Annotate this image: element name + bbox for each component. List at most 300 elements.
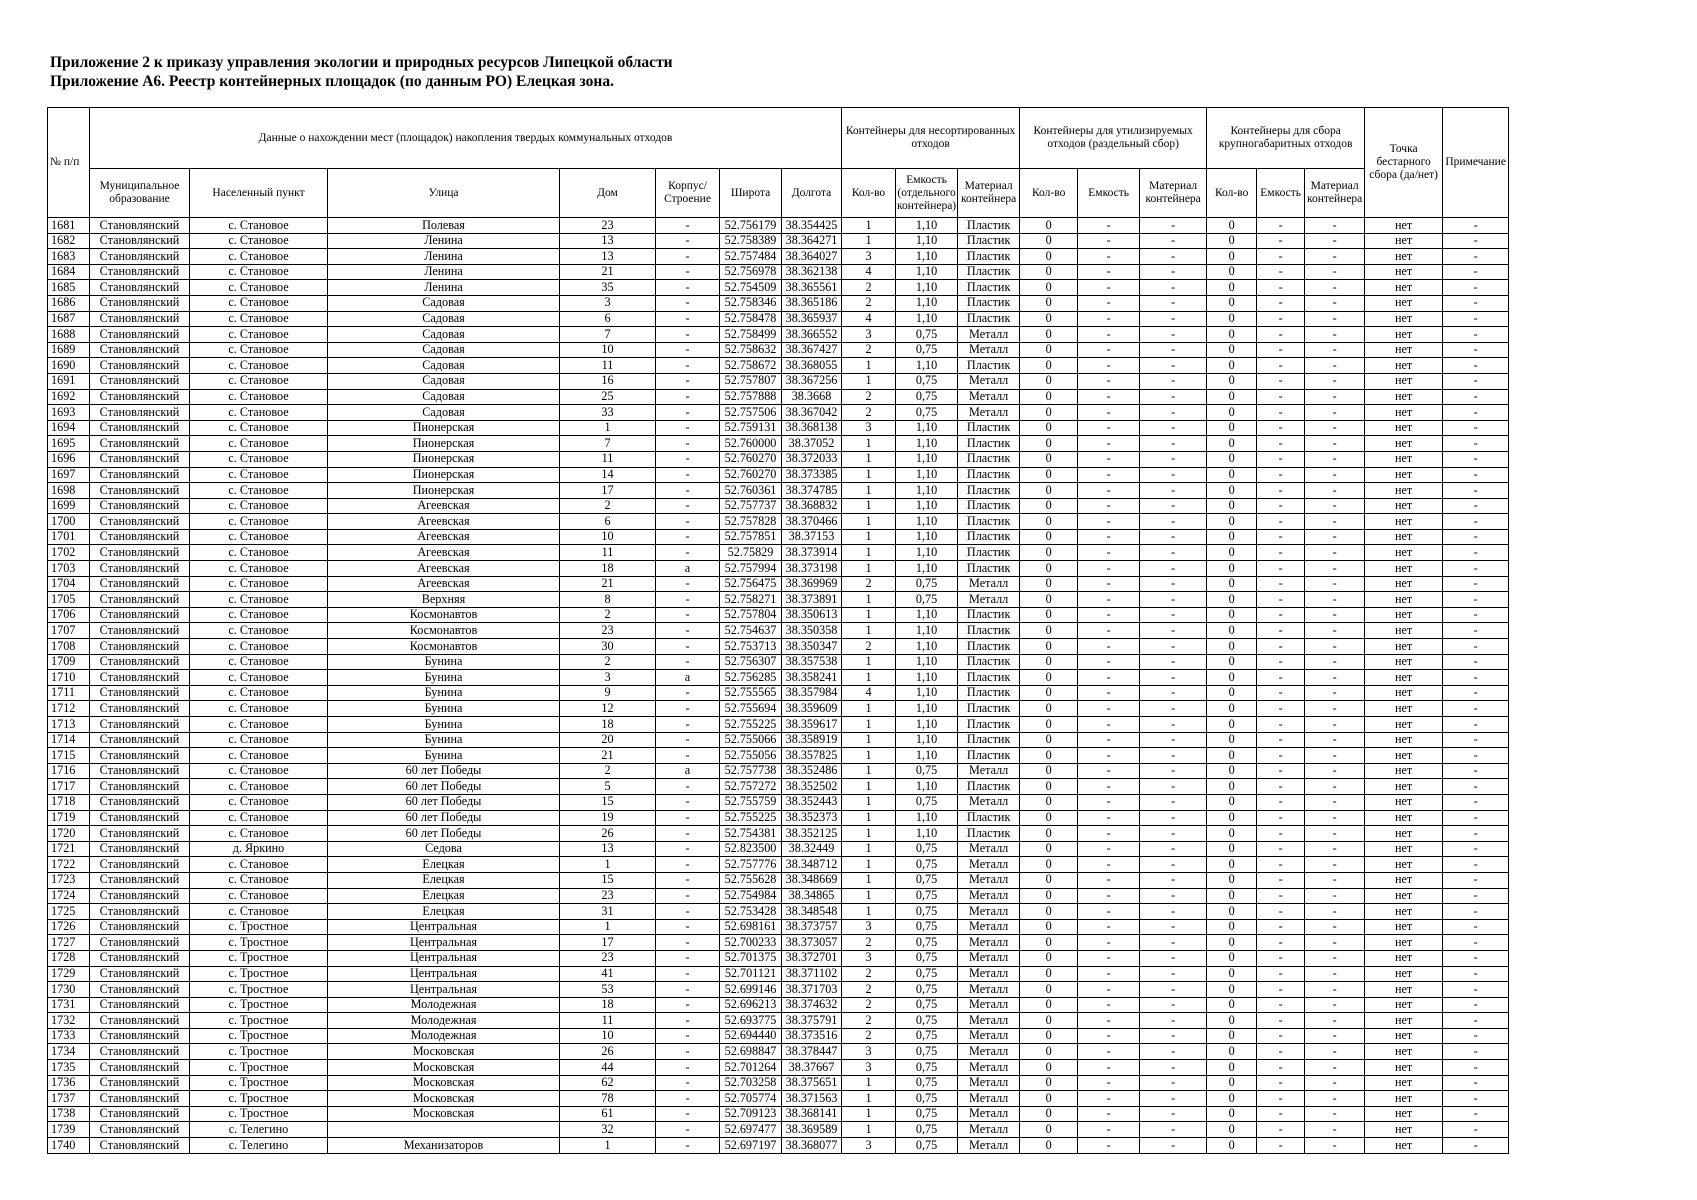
cell-count-bulky: 0: [1207, 732, 1257, 748]
cell-material-separate: -: [1140, 498, 1207, 514]
cell-bagless: нет: [1365, 576, 1443, 592]
cell-building: -: [656, 966, 720, 982]
cell-house: 61: [560, 1106, 656, 1122]
cell-count-separate: 0: [1020, 592, 1078, 608]
cell-street: Центральная: [328, 935, 560, 951]
cell-capacity-bulky: -: [1257, 342, 1305, 358]
cell-count-bulky: 0: [1207, 1138, 1257, 1154]
cell-count-bulky: 0: [1207, 1091, 1257, 1107]
cell-material-separate: -: [1140, 763, 1207, 779]
cell-note: -: [1443, 249, 1509, 265]
cell-building: -: [656, 436, 720, 452]
cell-bagless: нет: [1365, 732, 1443, 748]
cell-building: -: [656, 623, 720, 639]
cell-capacity: 0,75: [896, 966, 958, 982]
cell-capacity: 1,10: [896, 264, 958, 280]
cell-latitude: 52.754984: [720, 888, 782, 904]
cell-count: 1: [842, 1122, 896, 1138]
cell-settlement: с. Становое: [190, 498, 328, 514]
cell-building: -: [656, 1075, 720, 1091]
cell-settlement: с. Становое: [190, 389, 328, 405]
cell-note: -: [1443, 1013, 1509, 1029]
cell-municipality: Становлянский: [90, 218, 190, 234]
cell-number: 1692: [48, 389, 90, 405]
cell-capacity-bulky: -: [1257, 264, 1305, 280]
cell-material: Пластик: [958, 218, 1020, 234]
cell-material-separate: -: [1140, 904, 1207, 920]
cell-latitude: 52.755066: [720, 732, 782, 748]
cell-building: -: [656, 904, 720, 920]
cell-municipality: Становлянский: [90, 451, 190, 467]
cell-capacity-separate: -: [1078, 1122, 1140, 1138]
cell-material-bulky: -: [1305, 420, 1365, 436]
cell-note: -: [1443, 295, 1509, 311]
cell-capacity: 1,10: [896, 483, 958, 499]
cell-material: Пластик: [958, 826, 1020, 842]
cell-material-separate: -: [1140, 935, 1207, 951]
cell-municipality: Становлянский: [90, 997, 190, 1013]
cell-longitude: 38.368077: [782, 1138, 842, 1154]
cell-bagless: нет: [1365, 514, 1443, 530]
cell-bagless: нет: [1365, 982, 1443, 998]
cell-house: 15: [560, 872, 656, 888]
cell-note: -: [1443, 919, 1509, 935]
cell-settlement: с. Становое: [190, 529, 328, 545]
cell-bagless: нет: [1365, 794, 1443, 810]
cell-material-bulky: -: [1305, 545, 1365, 561]
cell-longitude: 38.373757: [782, 919, 842, 935]
cell-material-bulky: -: [1305, 529, 1365, 545]
cell-capacity-bulky: -: [1257, 826, 1305, 842]
cell-material-bulky: -: [1305, 561, 1365, 577]
cell-settlement: с. Становое: [190, 794, 328, 810]
cell-house: 14: [560, 467, 656, 483]
table-row: [48, 498, 1509, 514]
cell-material-separate: -: [1140, 576, 1207, 592]
cell-capacity-separate: -: [1078, 498, 1140, 514]
cell-municipality: Становлянский: [90, 1122, 190, 1138]
table-row: [48, 342, 1509, 358]
cell-note: -: [1443, 701, 1509, 717]
cell-material-separate: -: [1140, 826, 1207, 842]
cell-number: 1695: [48, 436, 90, 452]
cell-count-bulky: 0: [1207, 888, 1257, 904]
cell-street: Центральная: [328, 966, 560, 982]
cell-number: 1726: [48, 919, 90, 935]
cell-count: 1: [842, 826, 896, 842]
cell-capacity: 0,75: [896, 888, 958, 904]
cell-count-bulky: 0: [1207, 748, 1257, 764]
cell-bagless: нет: [1365, 373, 1443, 389]
cell-number: 1723: [48, 872, 90, 888]
cell-count-separate: 0: [1020, 373, 1078, 389]
cell-count: 3: [842, 950, 896, 966]
cell-capacity-bulky: -: [1257, 982, 1305, 998]
cell-material: Металл: [958, 1044, 1020, 1060]
cell-material-bulky: -: [1305, 935, 1365, 951]
cell-material: Пластик: [958, 717, 1020, 733]
cell-bagless: нет: [1365, 872, 1443, 888]
cell-count-separate: 0: [1020, 1060, 1078, 1076]
cell-capacity: 0,75: [896, 997, 958, 1013]
cell-settlement: с. Становое: [190, 732, 328, 748]
table-row: [48, 545, 1509, 561]
cell-material-bulky: -: [1305, 810, 1365, 826]
table-row: [48, 405, 1509, 421]
cell-longitude: 38.362138: [782, 264, 842, 280]
cell-longitude: 38.374785: [782, 483, 842, 499]
cell-house: 44: [560, 1060, 656, 1076]
cell-count: 1: [842, 233, 896, 249]
cell-note: -: [1443, 373, 1509, 389]
cell-note: -: [1443, 483, 1509, 499]
cell-material-separate: -: [1140, 373, 1207, 389]
cell-material-separate: -: [1140, 483, 1207, 499]
table-row: [48, 389, 1509, 405]
cell-count-separate: 0: [1020, 295, 1078, 311]
table-row: [48, 888, 1509, 904]
cell-capacity-separate: -: [1078, 670, 1140, 686]
table-row: [48, 1060, 1509, 1076]
cell-material-separate: -: [1140, 794, 1207, 810]
cell-note: -: [1443, 514, 1509, 530]
cell-longitude: 38.359617: [782, 717, 842, 733]
cell-street: Московская: [328, 1060, 560, 1076]
cell-note: -: [1443, 810, 1509, 826]
cell-building: -: [656, 342, 720, 358]
cell-number: 1721: [48, 841, 90, 857]
cell-count-separate: 0: [1020, 311, 1078, 327]
cell-count: 1: [842, 670, 896, 686]
cell-count: 2: [842, 639, 896, 655]
cell-capacity-bulky: -: [1257, 576, 1305, 592]
cell-capacity: 0,75: [896, 1091, 958, 1107]
cell-material-separate: -: [1140, 997, 1207, 1013]
cell-street: Молодежная: [328, 1028, 560, 1044]
cell-count-bulky: 0: [1207, 1075, 1257, 1091]
cell-note: -: [1443, 358, 1509, 374]
table-row: [48, 358, 1509, 374]
cell-capacity: 0,75: [896, 1044, 958, 1060]
cell-street: Бунина: [328, 717, 560, 733]
cell-capacity-bulky: -: [1257, 623, 1305, 639]
cell-capacity-separate: -: [1078, 1106, 1140, 1122]
header-settlement: Населенный пункт: [190, 169, 328, 218]
cell-material-separate: -: [1140, 639, 1207, 655]
cell-settlement: с. Становое: [190, 639, 328, 655]
cell-settlement: с. Тростное: [190, 1028, 328, 1044]
cell-building: -: [656, 529, 720, 545]
cell-material-separate: -: [1140, 467, 1207, 483]
cell-settlement: с. Тростное: [190, 997, 328, 1013]
cell-count: 1: [842, 888, 896, 904]
cell-capacity: 1,10: [896, 218, 958, 234]
cell-building: -: [656, 451, 720, 467]
cell-municipality: Становлянский: [90, 1028, 190, 1044]
cell-material: Металл: [958, 794, 1020, 810]
cell-capacity: 0,75: [896, 592, 958, 608]
cell-material-bulky: -: [1305, 826, 1365, 842]
cell-count-bulky: 0: [1207, 311, 1257, 327]
cell-municipality: Становлянский: [90, 592, 190, 608]
cell-latitude: 52.756475: [720, 576, 782, 592]
table-row: [48, 950, 1509, 966]
cell-bagless: нет: [1365, 249, 1443, 265]
cell-note: -: [1443, 748, 1509, 764]
cell-material: Пластик: [958, 358, 1020, 374]
cell-material-bulky: -: [1305, 670, 1365, 686]
cell-building: -: [656, 327, 720, 343]
cell-count-separate: 0: [1020, 857, 1078, 873]
cell-capacity: 0,75: [896, 872, 958, 888]
cell-settlement: с. Телегино: [190, 1138, 328, 1154]
cell-building: -: [656, 420, 720, 436]
cell-material: Пластик: [958, 810, 1020, 826]
cell-longitude: 38.3668: [782, 389, 842, 405]
cell-count-separate: 0: [1020, 1075, 1078, 1091]
cell-building: -: [656, 295, 720, 311]
cell-count: 3: [842, 1044, 896, 1060]
cell-capacity: 1,10: [896, 732, 958, 748]
cell-municipality: Становлянский: [90, 264, 190, 280]
cell-street: Агеевская: [328, 498, 560, 514]
cell-count-separate: 0: [1020, 280, 1078, 296]
cell-number: 1704: [48, 576, 90, 592]
cell-street: Ленина: [328, 264, 560, 280]
header-number: № п/п: [48, 108, 90, 218]
cell-building: -: [656, 779, 720, 795]
cell-capacity-bulky: -: [1257, 483, 1305, 499]
cell-municipality: Становлянский: [90, 732, 190, 748]
cell-material: Металл: [958, 763, 1020, 779]
cell-longitude: 38.352373: [782, 810, 842, 826]
cell-latitude: 52.701121: [720, 966, 782, 982]
cell-settlement: с. Становое: [190, 561, 328, 577]
cell-material-bulky: -: [1305, 436, 1365, 452]
cell-material-bulky: -: [1305, 904, 1365, 920]
cell-capacity-separate: -: [1078, 467, 1140, 483]
cell-longitude: 38.358241: [782, 670, 842, 686]
cell-number: 1684: [48, 264, 90, 280]
cell-count-separate: 0: [1020, 810, 1078, 826]
cell-longitude: 38.371703: [782, 982, 842, 998]
cell-capacity-separate: -: [1078, 545, 1140, 561]
cell-latitude: 52.697197: [720, 1138, 782, 1154]
cell-number: 1703: [48, 561, 90, 577]
table-row: [48, 561, 1509, 577]
cell-municipality: Становлянский: [90, 327, 190, 343]
cell-material-separate: -: [1140, 888, 1207, 904]
cell-count-bulky: 0: [1207, 420, 1257, 436]
table-row: [48, 810, 1509, 826]
cell-count: 1: [842, 1106, 896, 1122]
cell-settlement: с. Становое: [190, 654, 328, 670]
cell-material-bulky: -: [1305, 763, 1365, 779]
cell-capacity-bulky: -: [1257, 1091, 1305, 1107]
cell-capacity: 1,10: [896, 748, 958, 764]
cell-count: 1: [842, 654, 896, 670]
table-row: [48, 264, 1509, 280]
cell-material-bulky: -: [1305, 607, 1365, 623]
cell-count-bulky: 0: [1207, 529, 1257, 545]
cell-capacity-bulky: -: [1257, 685, 1305, 701]
cell-number: 1700: [48, 514, 90, 530]
cell-note: -: [1443, 405, 1509, 421]
header-longitude: Долгота: [782, 169, 842, 218]
cell-count-bulky: 0: [1207, 249, 1257, 265]
header-capacity-unsorted: Емкость (отдельного контейнера): [896, 169, 958, 218]
cell-latitude: 52.758346: [720, 295, 782, 311]
cell-count: 1: [842, 498, 896, 514]
cell-material-bulky: -: [1305, 311, 1365, 327]
cell-capacity-separate: -: [1078, 529, 1140, 545]
cell-note: -: [1443, 264, 1509, 280]
cell-building: -: [656, 264, 720, 280]
cell-latitude: 52.753428: [720, 904, 782, 920]
cell-count: 1: [842, 857, 896, 873]
table-row: [48, 857, 1509, 873]
cell-capacity-separate: -: [1078, 561, 1140, 577]
cell-number: 1709: [48, 654, 90, 670]
table-row: [48, 1075, 1509, 1091]
cell-settlement: с. Становое: [190, 545, 328, 561]
cell-note: -: [1443, 841, 1509, 857]
cell-latitude: 52.754381: [720, 826, 782, 842]
cell-material: Металл: [958, 982, 1020, 998]
cell-building: -: [656, 919, 720, 935]
cell-count-separate: 0: [1020, 1028, 1078, 1044]
cell-municipality: Становлянский: [90, 1106, 190, 1122]
table-row: [48, 1138, 1509, 1154]
cell-capacity-separate: -: [1078, 451, 1140, 467]
cell-settlement: с. Тростное: [190, 950, 328, 966]
table-row: [48, 327, 1509, 343]
cell-street: Елецкая: [328, 904, 560, 920]
cell-note: -: [1443, 1075, 1509, 1091]
cell-municipality: Становлянский: [90, 561, 190, 577]
cell-material: Металл: [958, 1122, 1020, 1138]
cell-material: Пластик: [958, 249, 1020, 265]
cell-settlement: с. Становое: [190, 685, 328, 701]
cell-building: -: [656, 373, 720, 389]
cell-material-separate: -: [1140, 280, 1207, 296]
cell-longitude: 38.354425: [782, 218, 842, 234]
cell-bagless: нет: [1365, 670, 1443, 686]
cell-number: 1707: [48, 623, 90, 639]
cell-longitude: 38.37052: [782, 436, 842, 452]
cell-settlement: с. Становое: [190, 872, 328, 888]
cell-capacity-separate: -: [1078, 358, 1140, 374]
cell-count-bulky: 0: [1207, 810, 1257, 826]
cell-material-separate: -: [1140, 779, 1207, 795]
cell-count-separate: 0: [1020, 607, 1078, 623]
cell-capacity-separate: -: [1078, 218, 1140, 234]
cell-material-bulky: -: [1305, 389, 1365, 405]
cell-capacity-separate: -: [1078, 483, 1140, 499]
cell-building: -: [656, 1060, 720, 1076]
cell-number: 1728: [48, 950, 90, 966]
table-row: [48, 295, 1509, 311]
cell-municipality: Становлянский: [90, 794, 190, 810]
cell-house: 2: [560, 498, 656, 514]
cell-capacity-bulky: -: [1257, 233, 1305, 249]
cell-material-bulky: -: [1305, 872, 1365, 888]
cell-capacity-separate: -: [1078, 1075, 1140, 1091]
table-row: [48, 467, 1509, 483]
cell-material-bulky: -: [1305, 1122, 1365, 1138]
cell-material: Металл: [958, 389, 1020, 405]
cell-street: [328, 1122, 560, 1138]
cell-capacity-separate: -: [1078, 311, 1140, 327]
cell-latitude: 52.757994: [720, 561, 782, 577]
cell-material-bulky: -: [1305, 997, 1365, 1013]
cell-count: 1: [842, 545, 896, 561]
cell-material-bulky: -: [1305, 982, 1365, 998]
cell-capacity-bulky: -: [1257, 311, 1305, 327]
cell-capacity: 1,10: [896, 233, 958, 249]
cell-latitude: 52.698161: [720, 919, 782, 935]
cell-material-bulky: -: [1305, 342, 1365, 358]
cell-note: -: [1443, 904, 1509, 920]
cell-latitude: 52.760000: [720, 436, 782, 452]
cell-count: 1: [842, 373, 896, 389]
cell-longitude: 38.369589: [782, 1122, 842, 1138]
table-row: [48, 1122, 1509, 1138]
cell-longitude: 38.370466: [782, 514, 842, 530]
cell-material-separate: -: [1140, 919, 1207, 935]
cell-count-bulky: 0: [1207, 623, 1257, 639]
cell-latitude: 52.755225: [720, 717, 782, 733]
cell-note: -: [1443, 218, 1509, 234]
cell-house: 9: [560, 685, 656, 701]
cell-material: Металл: [958, 919, 1020, 935]
cell-material-separate: -: [1140, 249, 1207, 265]
cell-building: -: [656, 794, 720, 810]
cell-house: 20: [560, 732, 656, 748]
header-capacity-separate: Емкость: [1078, 169, 1140, 218]
cell-house: 31: [560, 904, 656, 920]
cell-longitude: 38.348712: [782, 857, 842, 873]
cell-material: Пластик: [958, 295, 1020, 311]
cell-note: -: [1443, 233, 1509, 249]
cell-count-separate: 0: [1020, 950, 1078, 966]
cell-house: 23: [560, 950, 656, 966]
cell-capacity: 1,10: [896, 826, 958, 842]
cell-material-separate: -: [1140, 841, 1207, 857]
cell-bagless: нет: [1365, 685, 1443, 701]
cell-street: Садовая: [328, 373, 560, 389]
cell-count: 2: [842, 1028, 896, 1044]
cell-capacity-separate: -: [1078, 810, 1140, 826]
cell-capacity-separate: -: [1078, 1091, 1140, 1107]
cell-building: -: [656, 249, 720, 265]
cell-longitude: 38.375791: [782, 1013, 842, 1029]
cell-building: -: [656, 654, 720, 670]
cell-capacity: 0,75: [896, 576, 958, 592]
cell-count-separate: 0: [1020, 405, 1078, 421]
cell-count-bulky: 0: [1207, 841, 1257, 857]
cell-settlement: с. Становое: [190, 467, 328, 483]
table-row: [48, 436, 1509, 452]
cell-capacity-bulky: -: [1257, 561, 1305, 577]
cell-longitude: 38.367256: [782, 373, 842, 389]
cell-material-separate: -: [1140, 623, 1207, 639]
cell-longitude: 38.34865: [782, 888, 842, 904]
cell-settlement: с. Становое: [190, 888, 328, 904]
cell-capacity-bulky: -: [1257, 405, 1305, 421]
cell-count: 1: [842, 794, 896, 810]
cell-municipality: Становлянский: [90, 1013, 190, 1029]
